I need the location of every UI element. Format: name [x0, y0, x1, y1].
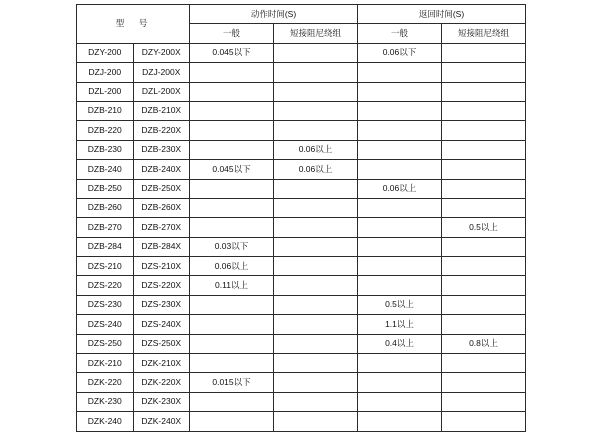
cell-return-general: 0.06以上	[358, 179, 442, 198]
table-row	[77, 295, 526, 314]
header-action-time: 动作时间(S)	[190, 5, 358, 24]
cell-return-general	[358, 160, 442, 179]
cell-return-damping	[442, 295, 526, 314]
cell-model-b: DZB-284X	[133, 237, 190, 256]
cell-return-general	[358, 101, 442, 120]
cell-return-general: 0.4以上	[358, 334, 442, 353]
cell-model-a: DZB-270	[77, 218, 134, 237]
cell-action-damping	[274, 218, 358, 237]
table-body	[77, 43, 526, 431]
table-row	[77, 392, 526, 411]
cell-return-general: 0.5以上	[358, 295, 442, 314]
header-return-damping: 短接阻尼绕组	[442, 24, 526, 43]
cell-action-general	[190, 179, 274, 198]
cell-model-a: DZJ-200	[77, 63, 134, 82]
cell-action-general	[190, 412, 274, 431]
table-row	[77, 315, 526, 334]
cell-return-damping	[442, 257, 526, 276]
cell-return-damping	[442, 179, 526, 198]
table-header-row-1	[77, 5, 526, 24]
cell-return-damping	[442, 160, 526, 179]
table-row	[77, 179, 526, 198]
cell-model-b: DZB-270X	[133, 218, 190, 237]
cell-return-general	[358, 218, 442, 237]
cell-model-a: DZS-240	[77, 315, 134, 334]
cell-model-a: DZB-210	[77, 101, 134, 120]
cell-return-damping	[442, 412, 526, 431]
cell-action-damping	[274, 63, 358, 82]
cell-return-damping: 0.8以上	[442, 334, 526, 353]
cell-model-a: DZS-250	[77, 334, 134, 353]
cell-action-general: 0.045以下	[190, 43, 274, 62]
cell-action-damping	[274, 295, 358, 314]
cell-return-damping	[442, 121, 526, 140]
cell-model-a: DZB-240	[77, 160, 134, 179]
cell-action-general	[190, 198, 274, 217]
table-row	[77, 160, 526, 179]
cell-model-b: DZS-230X	[133, 295, 190, 314]
cell-action-damping	[274, 101, 358, 120]
cell-action-general: 0.015以下	[190, 373, 274, 392]
cell-model-b: DZJ-200X	[133, 63, 190, 82]
cell-action-damping	[274, 315, 358, 334]
specification-table	[76, 4, 526, 432]
cell-action-damping	[274, 392, 358, 411]
cell-model-b: DZB-230X	[133, 140, 190, 159]
cell-model-a: DZK-240	[77, 412, 134, 431]
cell-return-damping	[442, 198, 526, 217]
cell-model-a: DZS-210	[77, 257, 134, 276]
cell-return-damping	[442, 354, 526, 373]
cell-model-b: DZK-230X	[133, 392, 190, 411]
table-row	[77, 237, 526, 256]
cell-action-general	[190, 101, 274, 120]
cell-model-b: DZS-240X	[133, 315, 190, 334]
table-row	[77, 140, 526, 159]
cell-action-general	[190, 63, 274, 82]
cell-model-b: DZY-200X	[133, 43, 190, 62]
cell-action-damping	[274, 412, 358, 431]
cell-model-b: DZB-260X	[133, 198, 190, 217]
cell-action-damping	[274, 334, 358, 353]
cell-return-damping	[442, 140, 526, 159]
cell-model-a: DZK-210	[77, 354, 134, 373]
cell-action-damping	[274, 257, 358, 276]
cell-return-damping	[442, 237, 526, 256]
cell-return-general	[358, 237, 442, 256]
cell-return-general	[358, 412, 442, 431]
table-row	[77, 198, 526, 217]
table-row	[77, 276, 526, 295]
cell-return-damping: 0.5以上	[442, 218, 526, 237]
cell-model-a: DZS-220	[77, 276, 134, 295]
cell-action-damping	[274, 237, 358, 256]
table-row	[77, 334, 526, 353]
cell-action-damping	[274, 179, 358, 198]
cell-return-general	[358, 276, 442, 295]
table-row	[77, 82, 526, 101]
cell-return-general	[358, 121, 442, 140]
cell-return-general	[358, 354, 442, 373]
cell-return-general	[358, 392, 442, 411]
header-return-general: 一般	[358, 24, 442, 43]
cell-action-general	[190, 140, 274, 159]
cell-return-general: 1.1以上	[358, 315, 442, 334]
cell-action-damping	[274, 82, 358, 101]
cell-return-general	[358, 198, 442, 217]
header-type: 型 号	[77, 5, 190, 44]
cell-return-damping	[442, 63, 526, 82]
cell-action-general	[190, 392, 274, 411]
cell-action-damping	[274, 373, 358, 392]
table-row	[77, 43, 526, 62]
table-row	[77, 354, 526, 373]
cell-action-general	[190, 334, 274, 353]
cell-model-b: DZB-220X	[133, 121, 190, 140]
cell-action-general	[190, 121, 274, 140]
header-return-time: 返回时间(S)	[358, 5, 526, 24]
cell-model-b: DZS-220X	[133, 276, 190, 295]
cell-action-general: 0.045以下	[190, 160, 274, 179]
cell-return-damping	[442, 101, 526, 120]
cell-action-general: 0.11以上	[190, 276, 274, 295]
cell-action-damping: 0.06以上	[274, 140, 358, 159]
cell-return-damping	[442, 276, 526, 295]
cell-model-a: DZK-220	[77, 373, 134, 392]
cell-action-general	[190, 218, 274, 237]
cell-return-damping	[442, 392, 526, 411]
cell-model-a: DZB-220	[77, 121, 134, 140]
cell-action-general	[190, 82, 274, 101]
cell-return-general	[358, 63, 442, 82]
table-row	[77, 101, 526, 120]
cell-model-b: DZK-240X	[133, 412, 190, 431]
header-action-damping: 短接阻尼绕组	[274, 24, 358, 43]
cell-action-general: 0.06以上	[190, 257, 274, 276]
cell-model-a: DZB-284	[77, 237, 134, 256]
cell-model-b: DZB-210X	[133, 101, 190, 120]
cell-model-a: DZK-230	[77, 392, 134, 411]
cell-return-general: 0.06以下	[358, 43, 442, 62]
table-row	[77, 412, 526, 431]
cell-return-general	[358, 373, 442, 392]
cell-model-a: DZB-250	[77, 179, 134, 198]
cell-action-damping: 0.06以上	[274, 160, 358, 179]
cell-return-general	[358, 257, 442, 276]
table-row	[77, 373, 526, 392]
cell-model-a: DZL-200	[77, 82, 134, 101]
cell-model-a: DZB-230	[77, 140, 134, 159]
table-header	[77, 5, 526, 44]
cell-model-b: DZS-210X	[133, 257, 190, 276]
cell-action-damping	[274, 198, 358, 217]
cell-action-damping	[274, 121, 358, 140]
cell-return-damping	[442, 373, 526, 392]
cell-action-general	[190, 295, 274, 314]
table-row	[77, 218, 526, 237]
cell-model-a: DZY-200	[77, 43, 134, 62]
cell-model-a: DZB-260	[77, 198, 134, 217]
cell-return-damping	[442, 43, 526, 62]
cell-model-a: DZS-230	[77, 295, 134, 314]
cell-model-b: DZL-200X	[133, 82, 190, 101]
table-row	[77, 121, 526, 140]
cell-model-b: DZB-240X	[133, 160, 190, 179]
cell-return-damping	[442, 82, 526, 101]
cell-action-general	[190, 315, 274, 334]
cell-action-damping	[274, 276, 358, 295]
cell-model-b: DZS-250X	[133, 334, 190, 353]
cell-return-general	[358, 140, 442, 159]
cell-action-damping	[274, 354, 358, 373]
cell-model-b: DZK-210X	[133, 354, 190, 373]
cell-return-damping	[442, 315, 526, 334]
cell-action-general: 0.03以下	[190, 237, 274, 256]
table-row	[77, 63, 526, 82]
cell-model-b: DZB-250X	[133, 179, 190, 198]
header-action-general: 一般	[190, 24, 274, 43]
cell-action-damping	[274, 43, 358, 62]
cell-action-general	[190, 354, 274, 373]
table-row	[77, 257, 526, 276]
cell-model-b: DZK-220X	[133, 373, 190, 392]
cell-return-general	[358, 82, 442, 101]
